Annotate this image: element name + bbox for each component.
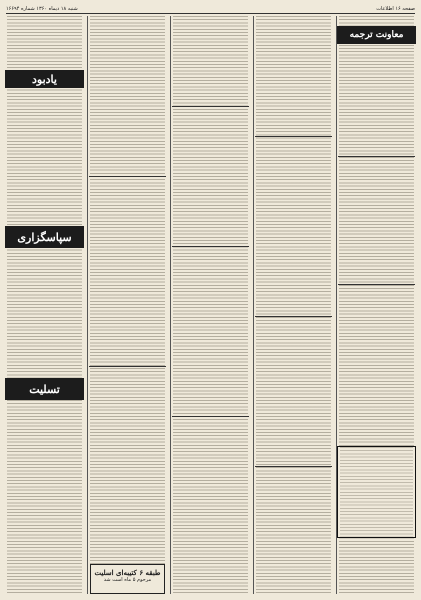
separator — [89, 176, 166, 177]
column-2 — [253, 16, 333, 594]
bottom-notice-box — [90, 564, 165, 594]
text-lines — [173, 16, 248, 594]
section-band-condolence — [5, 378, 84, 400]
separator — [172, 416, 249, 417]
section-title-translation: معاونت ترجمه — [349, 30, 404, 40]
column-5 — [5, 16, 84, 594]
text-lines — [7, 16, 82, 594]
section-title-condolence: تسلیت — [29, 382, 60, 396]
column-4 — [87, 16, 167, 594]
bottom-notice-subtitle: مرحوم ۵ ماه است شد — [103, 577, 152, 583]
separator — [172, 106, 249, 107]
issue-date: شنبه ۱۸ دیماه ۱۳۶۰ شماره ۱۶۶۹۴ — [6, 5, 78, 12]
framed-notice — [337, 446, 416, 538]
framed-notice-text — [340, 447, 413, 537]
bottom-notice-title: طبقه ۶ کتیبه‌ای اسلیت — [94, 568, 161, 577]
section-band-translation — [337, 26, 416, 44]
column-3 — [170, 16, 250, 594]
separator — [255, 316, 332, 317]
page-header — [6, 4, 415, 14]
column-area — [5, 16, 416, 594]
separator — [255, 136, 332, 137]
separator — [172, 246, 249, 247]
separator — [255, 466, 332, 467]
section-band-gratitude — [5, 226, 84, 248]
separator — [338, 284, 415, 285]
separator — [89, 366, 166, 367]
section-title-gratitude: سپاسگزاری — [17, 230, 72, 244]
text-lines — [256, 16, 331, 594]
column-1 — [336, 16, 416, 594]
separator — [338, 156, 415, 157]
section-band-memorial — [5, 70, 84, 88]
text-lines — [90, 16, 165, 594]
section-title-memorial: یادبود — [32, 72, 57, 86]
page-number: صفحه ۱۶ اطلاعات — [376, 5, 415, 12]
